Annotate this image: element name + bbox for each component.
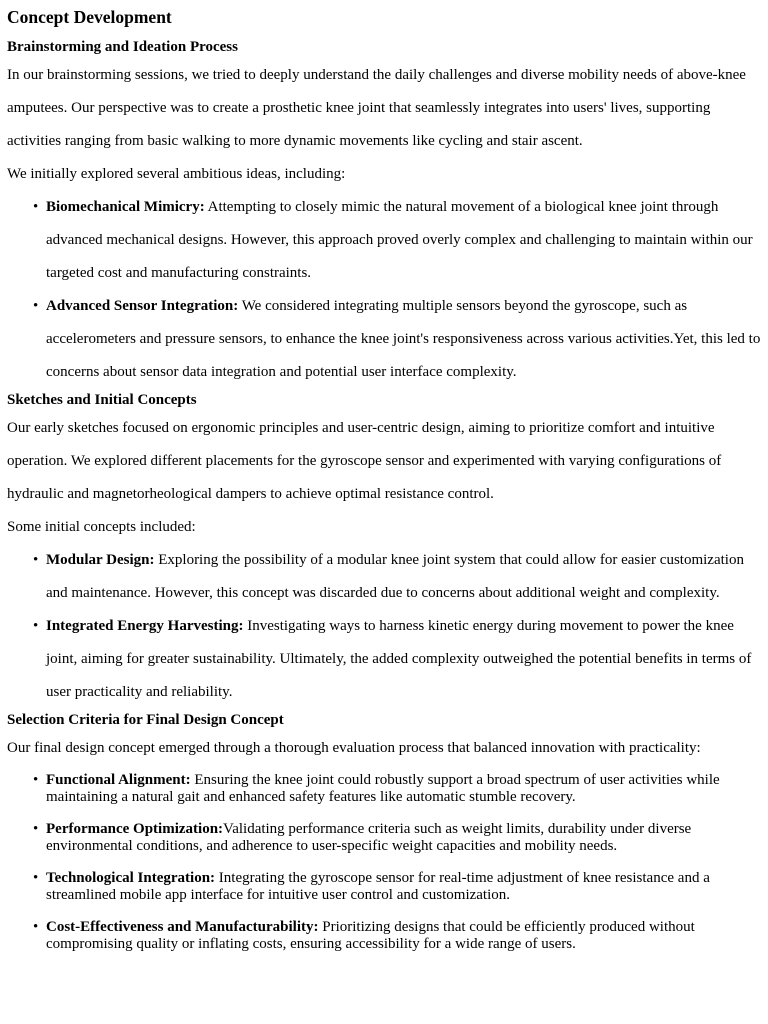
list-item: [46, 610, 761, 709]
list-item-label: Performance Optimization:: [46, 821, 224, 837]
list-item: [46, 919, 761, 953]
list-item-label: Integrated Energy Harvesting:: [46, 618, 244, 634]
paragraph: Some initial concepts included:: [7, 519, 196, 535]
list-item-text: We considered integrating multiple sensors beyond the gyroscope, such as accelerometers and pressure sensors, to enhance the knee joint's responsiveness across various activities.Yet, this led to concerns about sensor data integration and potential user interface complexity.: [46, 298, 761, 380]
list-item-label: Technological Integration:: [46, 870, 216, 886]
list-item-label: Modular Design:: [46, 552, 155, 568]
section-heading-brainstorming: Brainstorming and Ideation Process: [7, 39, 238, 55]
list-item-label: Cost-Effectiveness and Manufacturability:: [46, 919, 319, 935]
list-item: [46, 544, 761, 610]
paragraph: Our early sketches focused on ergonomic principles and user-centric design, aiming to prioritize comfort and intuitive operation. We explored different placements for the gyroscope sensor and experimented with varying configurations of hydraulic and magnetorheological dampers to achieve optimal resistance control.: [7, 420, 722, 502]
list-item-text: Prioritizing designs that could be efficiently produced without compromising quality or inflating costs, ensuring accessibility for a wide range of users.: [46, 919, 695, 952]
page-title: Concept Development: [7, 7, 172, 27]
list-item-text: Exploring the possibility of a modular knee joint system that could allow for easier customization and maintenance. However, this concept was discarded due to concerns about additional weight and complexity.: [46, 552, 744, 601]
list-item-label: Advanced Sensor Integration:: [46, 298, 239, 314]
paragraph: In our brainstorming sessions, we tried to deeply understand the daily challenges and diverse mobility needs of above-knee amputees. Our perspective was to create a prosthetic knee joint that seamlessly integrates into users' lives, supporting activities ranging from basic walking to more dynamic movements like cycling and stair ascent.: [7, 67, 746, 149]
list-item: [46, 772, 761, 806]
list-item: [46, 870, 761, 904]
bullet-list: [7, 544, 761, 709]
bullet-list: [7, 191, 761, 389]
list-item-text: Attempting to closely mimic the natural movement of a biological knee joint through advanced mechanical designs. However, this approach proved overly complex and challenging to maintain within our targeted cost and manufacturing constraints.: [46, 199, 753, 281]
paragraph: We initially explored several ambitious ideas, including:: [7, 166, 346, 182]
paragraph: Our final design concept emerged through a thorough evaluation process that balanced innovation with practicality:: [7, 740, 701, 756]
list-item: [46, 290, 761, 389]
section-heading-sketches: Sketches and Initial Concepts: [7, 392, 197, 408]
list-item-text: Ensuring the knee joint could robustly support a broad spectrum of user activities while maintaining a natural gait and enhanced safety features like automatic stumble recovery.: [46, 772, 720, 805]
bullet-list: [7, 772, 761, 953]
list-item: [46, 191, 761, 290]
list-item-label: Biomechanical Mimicry:: [46, 199, 205, 215]
list-item-text: Integrating the gyroscope sensor for real-time adjustment of knee resistance and a streamlined mobile app interface for intuitive user control and customization.: [46, 870, 710, 903]
list-item-text: Validating performance criteria such as weight limits, durability under diverse environmental conditions, and adherence to user-specific weight capacities and mobility needs.: [46, 821, 692, 854]
section-heading-selection-criteria: Selection Criteria for Final Design Concept: [7, 712, 284, 728]
list-item: [46, 821, 761, 855]
list-item-text: Investigating ways to harness kinetic energy during movement to power the knee joint, aiming for greater sustainability. Ultimately, the added complexity outweighed the potential benefits in terms of user practicality and reliability.: [46, 618, 752, 700]
list-item-label: Functional Alignment:: [46, 772, 191, 788]
